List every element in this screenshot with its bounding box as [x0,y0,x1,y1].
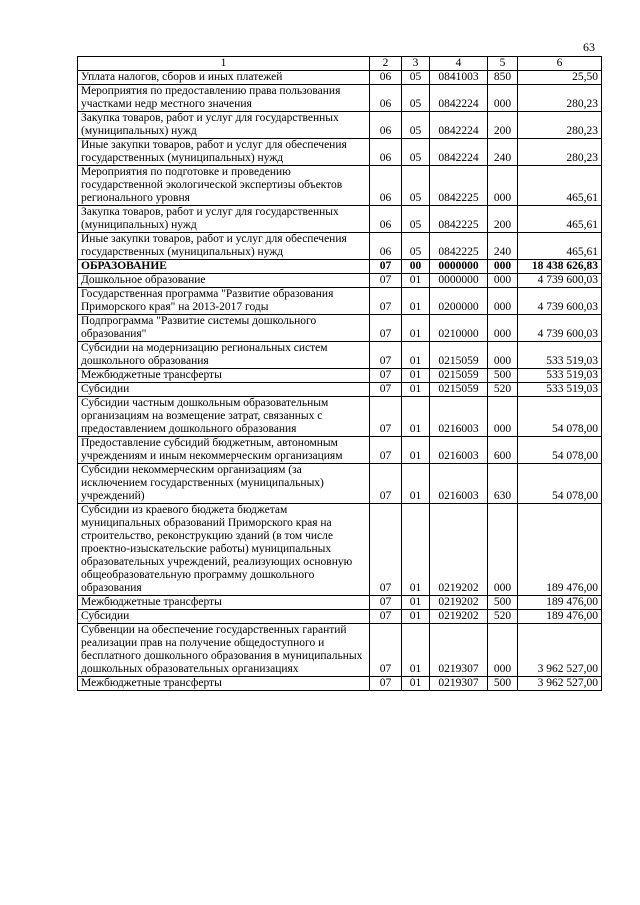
expense-type-cell: 000 [488,397,518,437]
table-row [78,624,602,677]
subsection-code-cell: 01 [402,369,430,383]
section-code-cell: 07 [370,342,402,369]
amount-cell: 280,23 [518,85,602,112]
row-name-cell: Закупка товаров, работ и услуг для государственных (муниципальных) нужд [78,112,370,139]
expense-type-cell: 000 [488,166,518,206]
header-cell: 4 [430,57,488,71]
target-article-cell: 0210000 [430,315,488,342]
table-row [78,71,602,85]
target-article-cell: 0219202 [430,504,488,596]
target-article-cell: 0219307 [430,624,488,677]
budget-table [77,56,602,691]
amount-cell: 4 739 600,03 [518,315,602,342]
section-code-cell: 07 [370,383,402,397]
table-row [78,288,602,315]
subsection-code-cell: 05 [402,71,430,85]
section-code-cell: 07 [370,624,402,677]
table-row [78,342,602,369]
subsection-code-cell: 05 [402,233,430,260]
header-cell: 3 [402,57,430,71]
row-name-cell: Предоставление субсидий бюджетным, автономным учреждениям и иным некоммерческим организациям [78,437,370,464]
row-name-cell: Иные закупки товаров, работ и услуг для обеспечения государственных (муниципальных) нужд [78,233,370,260]
section-code-cell: 07 [370,464,402,504]
row-name-cell: Государственная программа "Развитие образования Приморского края" на 2013-2017 годы [78,288,370,315]
target-article-cell: 0216003 [430,437,488,464]
section-code-cell: 06 [370,71,402,85]
table-row [78,504,602,596]
target-article-cell: 0842224 [430,139,488,166]
amount-cell: 189 476,00 [518,596,602,610]
amount-cell: 533 519,03 [518,342,602,369]
section-code-cell: 07 [370,677,402,691]
table-row [78,166,602,206]
subsection-code-cell: 01 [402,596,430,610]
row-name-cell: Мероприятия по подготовке и проведению государственной экологической экспертизы объектов регионального уровня [78,166,370,206]
amount-cell: 54 078,00 [518,437,602,464]
expense-type-cell: 520 [488,383,518,397]
subsection-code-cell: 01 [402,342,430,369]
expense-type-cell: 520 [488,610,518,624]
section-code-cell: 07 [370,274,402,288]
table-body [78,71,602,691]
amount-cell: 18 438 626,83 [518,260,602,274]
expense-type-cell: 500 [488,369,518,383]
row-name-cell: Субсидии из краевого бюджета бюджетам муниципальных образований Приморского края на строительство, реконструкцию зданий (в том числе проектно-изыскательские работы) муниципальных образовательных учреждений, реализующих основную общеобразовательную программу дошкольного образования [78,504,370,596]
table-row [78,596,602,610]
section-code-cell: 07 [370,610,402,624]
target-article-cell: 0215059 [430,369,488,383]
target-article-cell: 0000000 [430,274,488,288]
header-cell: 2 [370,57,402,71]
table-row [78,610,602,624]
subsection-code-cell: 01 [402,610,430,624]
subsection-code-cell: 01 [402,397,430,437]
amount-cell: 4 739 600,03 [518,288,602,315]
subsection-code-cell: 01 [402,437,430,464]
target-article-cell: 0219202 [430,610,488,624]
row-name-cell: Закупка товаров, работ и услуг для государственных (муниципальных) нужд [78,206,370,233]
target-article-cell: 0842224 [430,85,488,112]
expense-type-cell: 000 [488,624,518,677]
amount-cell: 465,61 [518,166,602,206]
table-row [78,206,602,233]
subsection-code-cell: 05 [402,166,430,206]
expense-type-cell: 000 [488,288,518,315]
section-code-cell: 06 [370,206,402,233]
expense-type-cell: 500 [488,596,518,610]
target-article-cell: 0842225 [430,206,488,233]
subsection-code-cell: 01 [402,288,430,315]
section-code-cell: 07 [370,504,402,596]
row-name-cell: Межбюджетные трансферты [78,596,370,610]
table-row [78,233,602,260]
section-code-cell: 07 [370,288,402,315]
target-article-cell: 0216003 [430,464,488,504]
expense-type-cell: 200 [488,112,518,139]
row-name-cell: Уплата налогов, сборов и иных платежей [78,71,370,85]
target-article-cell: 0842225 [430,166,488,206]
expense-type-cell: 000 [488,315,518,342]
table-row [78,677,602,691]
amount-cell: 533 519,03 [518,383,602,397]
table-header-row [78,57,602,71]
amount-cell: 189 476,00 [518,610,602,624]
table-row [78,85,602,112]
subsection-code-cell: 01 [402,624,430,677]
section-code-cell: 07 [370,260,402,274]
section-code-cell: 06 [370,233,402,260]
subsection-code-cell: 01 [402,383,430,397]
table-row [78,369,602,383]
expense-type-cell: 000 [488,504,518,596]
row-name-cell: ОБРАЗОВАНИЕ [78,260,370,274]
target-article-cell: 0842224 [430,112,488,139]
amount-cell: 3 962 527,00 [518,677,602,691]
header-cell: 5 [488,57,518,71]
expense-type-cell: 000 [488,85,518,112]
table-row [78,274,602,288]
section-code-cell: 07 [370,437,402,464]
expense-type-cell: 000 [488,260,518,274]
page-number: 63 [583,40,595,54]
amount-cell: 3 962 527,00 [518,624,602,677]
row-name-cell: Субсидии [78,383,370,397]
expense-type-cell: 600 [488,437,518,464]
amount-cell: 465,61 [518,233,602,260]
expense-type-cell: 000 [488,342,518,369]
row-name-cell: Субсидии частным дошкольным образовательным организациям на возмещение затрат, связанных с предоставлением дошкольного образования [78,397,370,437]
amount-cell: 4 739 600,03 [518,274,602,288]
expense-type-cell: 240 [488,233,518,260]
target-article-cell: 0215059 [430,342,488,369]
section-code-cell: 06 [370,139,402,166]
section-code-cell: 07 [370,369,402,383]
header-cell: 1 [78,57,370,71]
amount-cell: 54 078,00 [518,464,602,504]
row-name-cell: Субсидии некоммерческим организациям (за исключением государственных (муниципальных) учреждений) [78,464,370,504]
subsection-code-cell: 05 [402,85,430,112]
table-row [78,139,602,166]
section-code-cell: 06 [370,166,402,206]
section-code-cell: 07 [370,596,402,610]
row-name-cell: Иные закупки товаров, работ и услуг для обеспечения государственных (муниципальных) нужд [78,139,370,166]
target-article-cell: 0200000 [430,288,488,315]
expense-type-cell: 850 [488,71,518,85]
section-code-cell: 07 [370,397,402,437]
amount-cell: 25,50 [518,71,602,85]
subsection-code-cell: 05 [402,206,430,233]
section-code-cell: 07 [370,315,402,342]
row-name-cell: Дошкольное образование [78,274,370,288]
table-row [78,112,602,139]
row-name-cell: Субсидии [78,610,370,624]
expense-type-cell: 200 [488,206,518,233]
subsection-code-cell: 01 [402,274,430,288]
amount-cell: 54 078,00 [518,397,602,437]
target-article-cell: 0000000 [430,260,488,274]
row-name-cell: Субсидии на модернизацию региональных систем дошкольного образования [78,342,370,369]
subsection-code-cell: 05 [402,139,430,166]
table-row [78,315,602,342]
row-name-cell: Межбюджетные трансферты [78,677,370,691]
subsection-code-cell: 01 [402,315,430,342]
target-article-cell: 0219307 [430,677,488,691]
target-article-cell: 0216003 [430,397,488,437]
amount-cell: 189 476,00 [518,504,602,596]
subsection-code-cell: 01 [402,464,430,504]
subsection-code-cell: 05 [402,112,430,139]
section-code-cell: 06 [370,112,402,139]
table-row [78,260,602,274]
target-article-cell: 0219202 [430,596,488,610]
table-row [78,437,602,464]
table-row [78,464,602,504]
row-name-cell: Межбюджетные трансферты [78,369,370,383]
row-name-cell: Подпрограмма "Развитие системы дошкольного образования" [78,315,370,342]
amount-cell: 533 519,03 [518,369,602,383]
expense-type-cell: 500 [488,677,518,691]
subsection-code-cell: 00 [402,260,430,274]
expense-type-cell: 000 [488,274,518,288]
expense-type-cell: 240 [488,139,518,166]
subsection-code-cell: 01 [402,677,430,691]
section-code-cell: 06 [370,85,402,112]
amount-cell: 280,23 [518,139,602,166]
header-cell: 6 [518,57,602,71]
table-row [78,397,602,437]
row-name-cell: Мероприятия по предоставлению права пользования участками недр местного значения [78,85,370,112]
expense-type-cell: 630 [488,464,518,504]
amount-cell: 465,61 [518,206,602,233]
target-article-cell: 0215059 [430,383,488,397]
subsection-code-cell: 01 [402,504,430,596]
table-row [78,383,602,397]
target-article-cell: 0841003 [430,71,488,85]
amount-cell: 280,23 [518,112,602,139]
row-name-cell: Субвенции на обеспечение государственных гарантий реализации прав на получение общедоступного и бесплатного дошкольного образования в муниципальных дошкольных образовательных организациях [78,624,370,677]
target-article-cell: 0842225 [430,233,488,260]
